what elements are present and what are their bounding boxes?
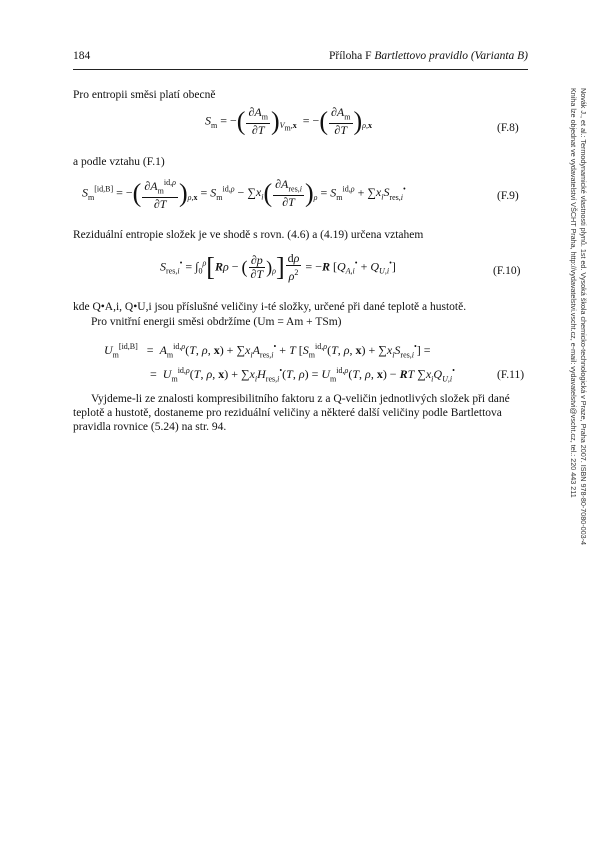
paragraph-q-quantities: kde Q•A,i, Q•U,i jsou příslušné veličiny i-té složky, určené při dané teplotě a hustotě. xyxy=(73,301,467,313)
side-citation-line2: Kniha lze objednat ve vydavatelství VŠCHT Praha, http://vydavatelstvi.vscht.cz, e-mail: vydavatelstvi@vscht.cz, tel.: 220 443 211 xyxy=(569,88,578,498)
equation-f10: $S_{res,i}^• = \int_0^\rho[R\rho$ − ( $\frac{\partial p}{\partial T}$ )$_\rho$] $\frac{d\rho}{\rho^2}$ = −R $[Q_{A,i}^• + Q_{U,i}^•]$ xyxy=(160,251,396,283)
equation-number-f11: (F.11) xyxy=(497,369,525,381)
side-citation xyxy=(548,88,588,638)
running-header xyxy=(293,50,528,62)
paragraph-compressibility: Vyjdeme-li ze znalosti kompresibilitního faktoru z a Q-veličin jednotlivých složek při dané teplotě a hustotě, dostaneme pro reziduální veličiny a některé další veličiny podle Bartlettova pravidla rovnice (5.24) na str. 94. xyxy=(73,393,510,433)
page-number: 184 xyxy=(73,50,91,62)
equation-number-f10: (F.10) xyxy=(493,265,521,277)
running-header-prefix: Příloha F xyxy=(328,50,375,62)
equation-f8: $S_m$ = −( $\frac{\partial A_m}{\partial T}$ )$_{V_m,x}$ = −( $\frac{\partial A_m}{\partial T}$ )$_{\rho,x}$ xyxy=(205,105,373,138)
paragraph-internal-energy: Pro vnitřní energii směsi obdržíme (Um = Am + TSm) xyxy=(91,316,342,328)
equation-number-f8: (F.8) xyxy=(497,122,519,134)
paragraph-relation-f1: a podle vztahu (F.1) xyxy=(73,156,165,168)
side-citation-line1: Novák J., et al.: Termodynamické vlastnosti plynů. 1st ed. Vysoká škola chemicko-technologická v Praze, Praha 2007. ISBN 978-80-7080-003-4 xyxy=(579,88,588,546)
paragraph-residual-entropy: Reziduální entropie složek je ve shodě s rovn. (4.6) a (4.19) určena vztahem xyxy=(73,229,424,241)
equation-f9: $S_m[id,B]$ = −( $\frac{\partial A_m^{id,\rho}}{\partial T}$ )$_{\rho,x} = S_m^{id,\rho} - \sum x_i$( $\frac{\partial A_{res,i}}{\partial T}$ )$_\rho = S_m^{id,\rho} + \sum x_iS_{res,i}^•$ xyxy=(82,177,406,212)
running-header-title: Bartlettovo pravidlo (Varianta B) xyxy=(374,50,528,62)
paragraph-entropy-intro: Pro entropii směsi platí obecně xyxy=(73,89,216,101)
header-rule xyxy=(73,69,528,70)
equation-f11-line1: $U_m[id,B] = A_m^{id,\rho}(T$, ρ, $x) + \sum x_iA_{res,i}^• + T$ [$S_m^{id,\rho}(T$, ρ, $x) + \sum x_iS_{res,i}^•$] = xyxy=(104,342,431,360)
equation-number-f9: (F.9) xyxy=(497,190,519,202)
equation-f11-line2: = $U_m^{id,\rho}(T$, ρ, $x) + \sum x_iH_{res,i}^•(T$, $\rho) = U_m^{id,\rho}(T$, ρ, x) − RT $\sum x_iQ_{U,i}^•$ xyxy=(150,366,455,384)
